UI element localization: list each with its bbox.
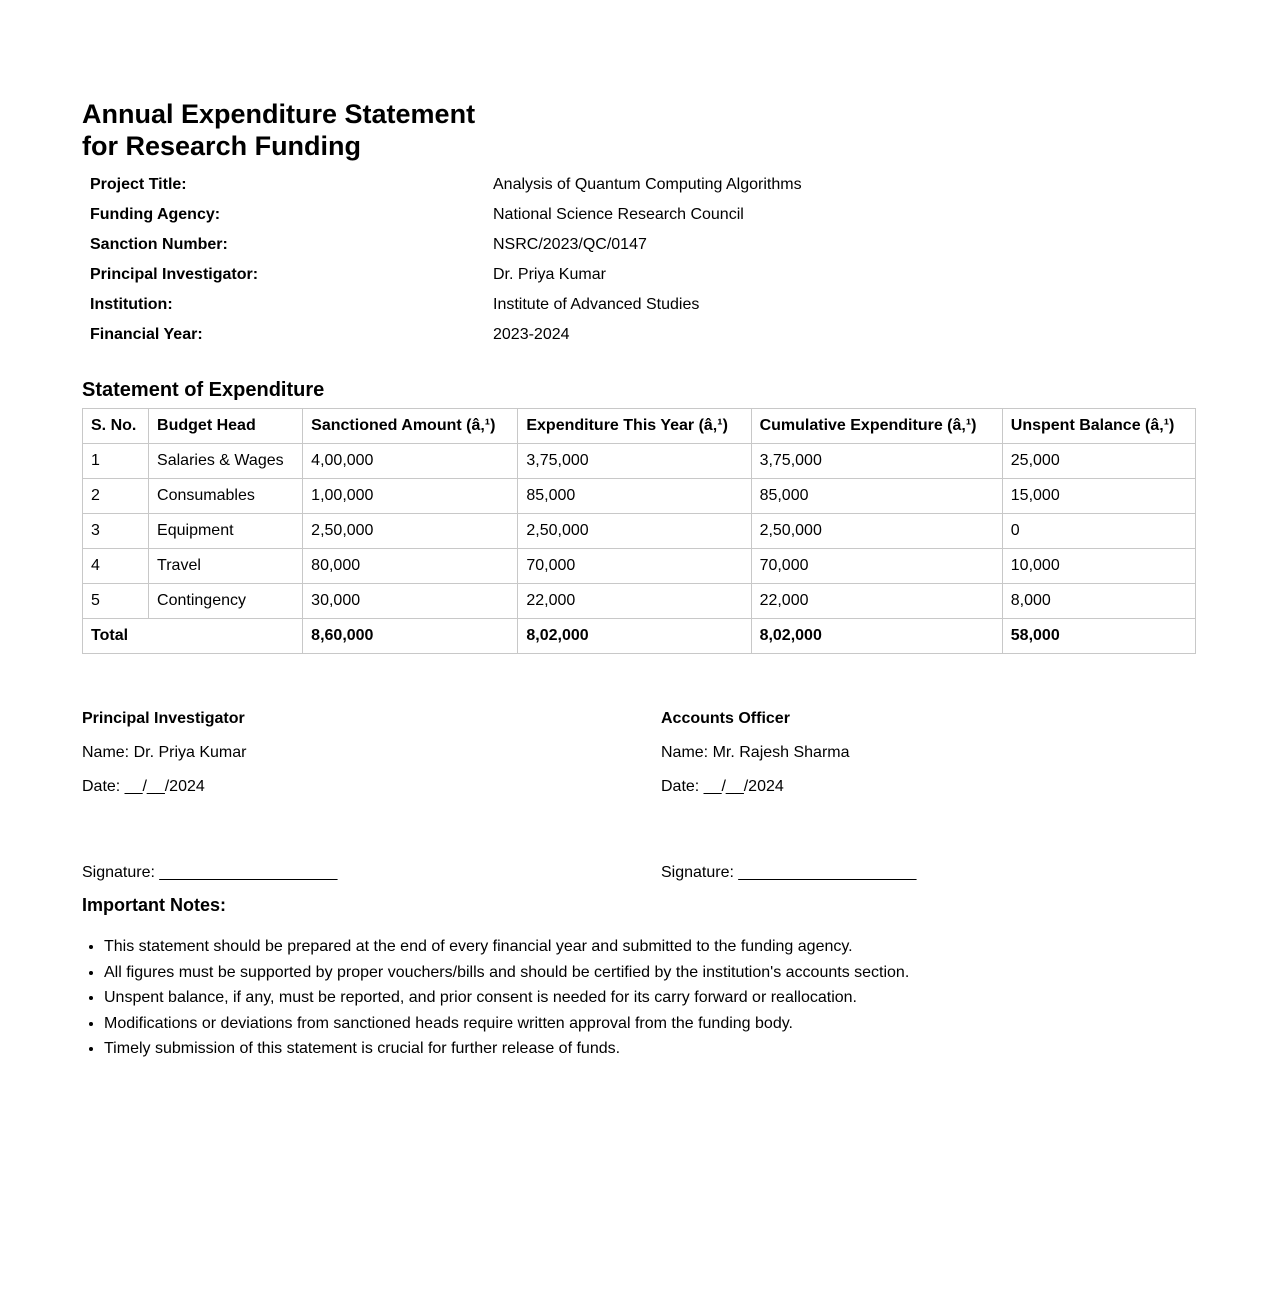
cell-cumulative: 85,000 xyxy=(751,479,1002,514)
table-row xyxy=(83,514,1196,549)
cell-unspent: 10,000 xyxy=(1002,549,1195,584)
financial-year-label: Financial Year: xyxy=(90,326,203,343)
cell-cumulative: 2,50,000 xyxy=(751,514,1002,549)
document-title-line2: for Research Funding xyxy=(82,131,362,161)
institution-label: Institution: xyxy=(90,296,173,313)
cell-sanctioned: 80,000 xyxy=(303,549,518,584)
total-unspent: 58,000 xyxy=(1002,619,1195,654)
header-sanctioned-amount: Sanctioned Amount (â‚¹) xyxy=(303,409,518,444)
sanction-number-label: Sanction Number: xyxy=(90,236,228,253)
cell-cumulative: 3,75,000 xyxy=(751,444,1002,479)
total-label: Total xyxy=(83,619,303,654)
project-info-table xyxy=(82,170,812,350)
funding-agency-value: National Science Research Council xyxy=(493,206,744,223)
cell-sanctioned: 2,50,000 xyxy=(303,514,518,549)
table-row xyxy=(83,549,1196,584)
project-info-row xyxy=(82,320,812,350)
signatures-section xyxy=(82,709,1196,894)
document-title-line1: Annual Expenditure Statement xyxy=(82,99,476,129)
cell-s-no: 4 xyxy=(83,549,149,584)
cell-unspent: 15,000 xyxy=(1002,479,1195,514)
list-item: • This statement should be prepared at the end of every financial year and submitted to the funding agency. xyxy=(104,934,1196,960)
notes-list xyxy=(82,934,1196,1062)
table-header-row xyxy=(83,409,1196,444)
table-row xyxy=(83,479,1196,514)
sanction-number-value: NSRC/2023/QC/0147 xyxy=(493,236,647,253)
pi-signature-block xyxy=(82,709,582,883)
cell-s-no: 2 xyxy=(83,479,149,514)
cell-sanctioned: 4,00,000 xyxy=(303,444,518,479)
institution-value: Institute of Advanced Studies xyxy=(493,296,700,313)
project-info-row xyxy=(82,170,812,200)
cell-this-year: 2,50,000 xyxy=(518,514,751,549)
pi-date: Date: __/__/2024 xyxy=(82,778,205,795)
accounts-role: Accounts Officer xyxy=(661,710,790,727)
document-page xyxy=(82,98,1196,1062)
header-unspent-balance: Unspent Balance (â‚¹) xyxy=(1002,409,1195,444)
pi-name: Name: Dr. Priya Kumar xyxy=(82,744,247,761)
cell-s-no: 5 xyxy=(83,584,149,619)
cell-budget-head: Consumables xyxy=(149,479,303,514)
total-row xyxy=(83,619,1196,654)
accounts-name: Name: Mr. Rajesh Sharma xyxy=(661,744,850,761)
cell-this-year: 70,000 xyxy=(518,549,751,584)
header-budget-head: Budget Head xyxy=(149,409,303,444)
cell-budget-head: Salaries & Wages xyxy=(149,444,303,479)
cell-this-year: 3,75,000 xyxy=(518,444,751,479)
notes-section xyxy=(82,894,1196,1062)
cell-s-no: 1 xyxy=(83,444,149,479)
total-cumulative: 8,02,000 xyxy=(751,619,1002,654)
principal-investigator-label: Principal Investigator: xyxy=(90,266,259,283)
project-title-value: Analysis of Quantum Computing Algorithms xyxy=(493,176,802,193)
cell-cumulative: 22,000 xyxy=(751,584,1002,619)
header-s-no: S. No. xyxy=(83,409,149,444)
accounts-date: Date: __/__/2024 xyxy=(661,778,784,795)
project-info-row xyxy=(82,200,812,230)
accounts-signature-line: Signature: ____________________ xyxy=(661,864,917,881)
total-sanctioned: 8,60,000 xyxy=(303,619,518,654)
cell-budget-head: Equipment xyxy=(149,514,303,549)
principal-investigator-value: Dr. Priya Kumar xyxy=(493,266,606,283)
project-title-label: Project Title: xyxy=(90,176,187,193)
notes-title: Important Notes: xyxy=(82,895,226,915)
table-row xyxy=(83,444,1196,479)
cell-unspent: 8,000 xyxy=(1002,584,1195,619)
list-item: • Timely submission of this statement is crucial for further release of funds. xyxy=(104,1036,1196,1062)
cell-unspent: 0 xyxy=(1002,514,1195,549)
project-info-row xyxy=(82,290,812,320)
document-title xyxy=(82,98,1196,162)
list-item: • Modifications or deviations from sanctioned heads require written approval from the funding body. xyxy=(104,1011,1196,1037)
cell-cumulative: 70,000 xyxy=(751,549,1002,584)
financial-year-value: 2023-2024 xyxy=(493,326,570,343)
header-expenditure-this-year: Expenditure This Year (â‚¹) xyxy=(518,409,751,444)
cell-budget-head: Travel xyxy=(149,549,303,584)
list-item: • Unspent balance, if any, must be reported, and prior consent is needed for its carry forward or reallocation. xyxy=(104,985,1196,1011)
cell-sanctioned: 30,000 xyxy=(303,584,518,619)
cell-this-year: 85,000 xyxy=(518,479,751,514)
expenditure-table xyxy=(82,408,1196,654)
project-info-row xyxy=(82,230,812,260)
accounts-signature-block xyxy=(661,709,1161,883)
funding-agency-label: Funding Agency: xyxy=(90,206,221,223)
table-row xyxy=(83,584,1196,619)
cell-this-year: 22,000 xyxy=(518,584,751,619)
cell-s-no: 3 xyxy=(83,514,149,549)
cell-unspent: 25,000 xyxy=(1002,444,1195,479)
expenditure-section-title: Statement of Expenditure xyxy=(82,379,325,401)
pi-signature-line: Signature: ____________________ xyxy=(82,864,338,881)
list-item: • All figures must be supported by proper vouchers/bills and should be certified by the institution's accounts section. xyxy=(104,960,1196,986)
cell-sanctioned: 1,00,000 xyxy=(303,479,518,514)
header-cumulative-expenditure: Cumulative Expenditure (â‚¹) xyxy=(751,409,1002,444)
project-info-row xyxy=(82,260,812,290)
total-this-year: 8,02,000 xyxy=(518,619,751,654)
cell-budget-head: Contingency xyxy=(149,584,303,619)
pi-role: Principal Investigator xyxy=(82,710,245,727)
